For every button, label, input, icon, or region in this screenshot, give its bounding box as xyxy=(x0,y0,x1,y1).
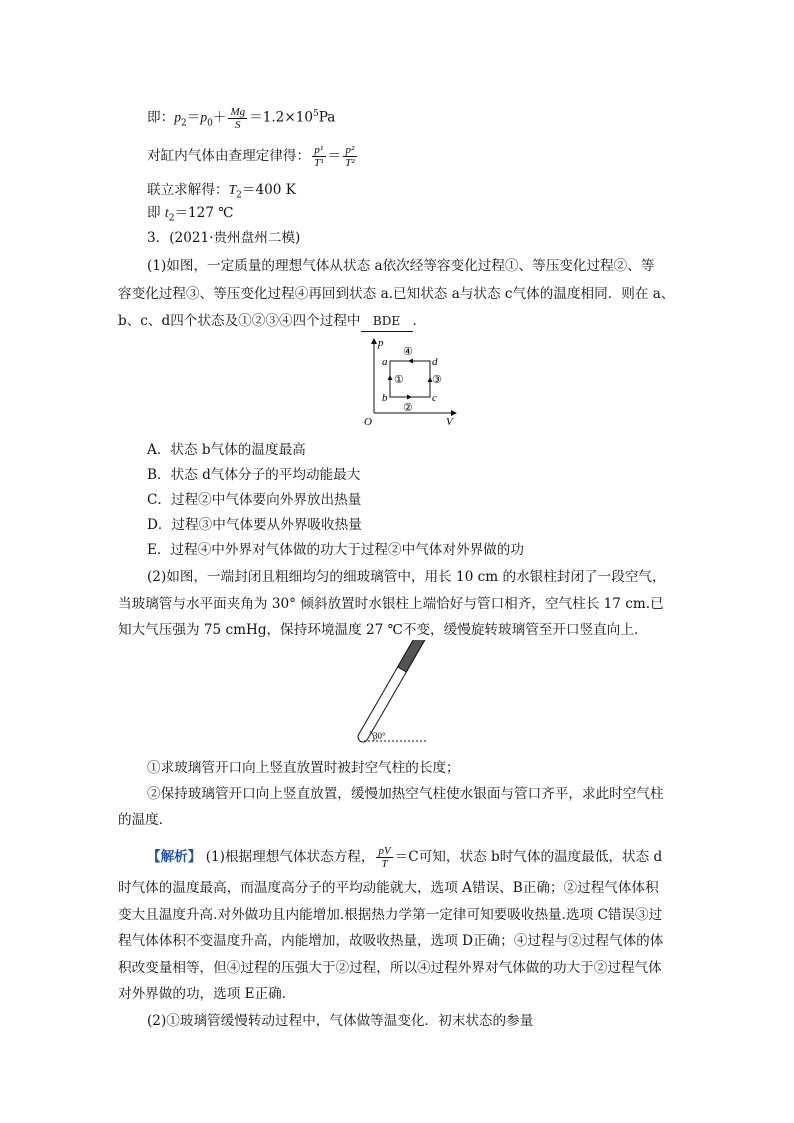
text: ＝ xyxy=(327,148,342,164)
option-a: A．状态 b气体的温度最高 xyxy=(147,442,306,458)
text: ＝1.2×10 xyxy=(249,109,314,126)
pv-diagram xyxy=(360,335,460,430)
state-c: c xyxy=(432,392,437,404)
equation-p2 xyxy=(147,104,687,133)
text: ＝400 K xyxy=(241,182,296,198)
option-c: C．过程②中气体要向外界放出热量 xyxy=(147,492,362,508)
process-4: ④ xyxy=(403,346,413,358)
subquestion-1: ①求玻璃管开口向上竖直放置时被封空气柱的长度； xyxy=(147,760,460,776)
option-b: B．状态 d气体分子的平均动能最大 xyxy=(147,467,361,483)
fraction xyxy=(343,144,356,169)
text: 对缸内气体由查理定律得： xyxy=(147,148,311,164)
arrow-left xyxy=(408,359,413,364)
numerator: p¹ xyxy=(312,144,325,157)
var: p xyxy=(174,109,181,125)
tube-figure xyxy=(348,640,458,750)
numerator: Mg xyxy=(230,105,246,118)
text: (1)根据理想气体状态方程， xyxy=(201,849,375,865)
numerator: p² xyxy=(343,144,356,157)
sub: 0 xyxy=(207,118,213,129)
question-text: (1)如图，一定质量的理想气体从状态 a依次经等容变化过程①、等压变化过程②、等 xyxy=(147,258,655,274)
fraction xyxy=(376,845,392,870)
solution-line: 积改变量相等，但④过程的压强大于②过程，所以④过程外界对气体做的功大于②过程气体 xyxy=(118,960,662,976)
solve-line xyxy=(147,180,687,206)
state-d: d xyxy=(432,356,438,368)
sub: 2 xyxy=(180,118,187,129)
arrow-right xyxy=(407,395,412,400)
text: ＝ xyxy=(186,109,201,126)
option-d: D．过程③中气体要从外界吸收热量 xyxy=(147,517,362,533)
text: Pa xyxy=(318,109,336,126)
state-b: b xyxy=(382,392,388,404)
denominator: T¹ xyxy=(314,157,324,169)
text: 即 xyxy=(147,205,165,221)
fraction xyxy=(228,106,247,131)
question-text xyxy=(118,311,658,332)
solution-label: 【解析】 xyxy=(147,849,202,865)
axis-label-p: p xyxy=(378,337,384,349)
subquestion-2: ②保持玻璃管开口向上竖直放置，缓慢加热空气柱使水银面与管口齐平，求此时空气柱 xyxy=(147,786,664,802)
answer-blank: BDE xyxy=(361,311,413,332)
denominator: S xyxy=(235,118,241,131)
result-line xyxy=(147,203,687,229)
question-text: 容变化过程③、等压变化过程④再回到状态 a.已知状态 a与状态 c气体的温度相同．则在 a、 xyxy=(118,286,675,302)
denominator: T xyxy=(381,858,388,870)
exponent: 5 xyxy=(313,109,319,119)
solution-line: 变大且温度升高.对外做功且内能增加.根据热力学第一定律可知要吸收热量.选项 C错误③过 xyxy=(118,907,663,923)
question-text: 知大气压强为 75 cmHg，保持环境温度 27 ℃不变，缓慢旋转玻璃管至开口竖直向上. xyxy=(118,622,639,638)
denominator: T² xyxy=(345,157,355,169)
text: 联立求解得： xyxy=(147,182,229,198)
question-number: 3．(2021·贵州盘州二模) xyxy=(147,230,301,246)
text: 即： xyxy=(147,109,175,126)
numerator: pV xyxy=(378,845,391,857)
origin-label: O xyxy=(364,416,372,428)
text: ． xyxy=(412,313,427,329)
option-e: E．过程④中外界对气体做的功大于过程②中气体对外界做的功 xyxy=(147,542,524,558)
subquestion-2-cont: 的温度． xyxy=(118,812,173,828)
question-text: 当玻璃管与水平面夹角为 30° 倾斜放置时水银柱上端恰好与管口相齐，空气柱长 17 cm.已 xyxy=(118,596,664,612)
var: T xyxy=(228,182,237,197)
fraction xyxy=(312,144,325,169)
var: p xyxy=(200,109,208,125)
angle-label: 30° xyxy=(373,731,386,741)
mercury-column xyxy=(398,640,427,672)
axis-label-v: V xyxy=(446,416,453,428)
arrow-down xyxy=(388,375,393,380)
process-2: ② xyxy=(403,402,413,414)
solution-line: (2)①玻璃管缓慢转动过程中，气体做等温变化．初末状态的参量 xyxy=(147,1013,534,1029)
charles-law-line xyxy=(147,144,687,169)
var: t xyxy=(164,205,169,220)
solution-line: 对外界做的功，选项 E正确． xyxy=(118,986,296,1002)
solution-line: 程气体体积不变温度升高，内能增加，故吸收热量，选项 D正确；④过程与②过程气体的体 xyxy=(118,933,664,949)
sub: 2 xyxy=(236,190,242,201)
text: ＝C可知，状态 b时气体的温度最低，状态 d xyxy=(394,849,663,865)
question-text: (2)如图，一端封闭且粗细均匀的细玻璃管中，用长 10 cm 的水银柱封闭了一段空气， xyxy=(147,569,666,585)
solution-line: 时气体的温度最高，而温度高分子的平均动能就大，选项 A错误、B正确；②过程气体体积 xyxy=(118,880,659,896)
text: ＋ xyxy=(212,109,227,126)
sub: 2 xyxy=(168,213,175,224)
state-a: a xyxy=(382,356,388,368)
solution-line xyxy=(147,845,687,870)
text: b、c、d四个状态及①②③④四个过程中 xyxy=(118,313,361,329)
process-1: ① xyxy=(394,374,404,386)
text: ＝127 ℃ xyxy=(174,205,234,221)
process-3: ③ xyxy=(432,374,442,386)
